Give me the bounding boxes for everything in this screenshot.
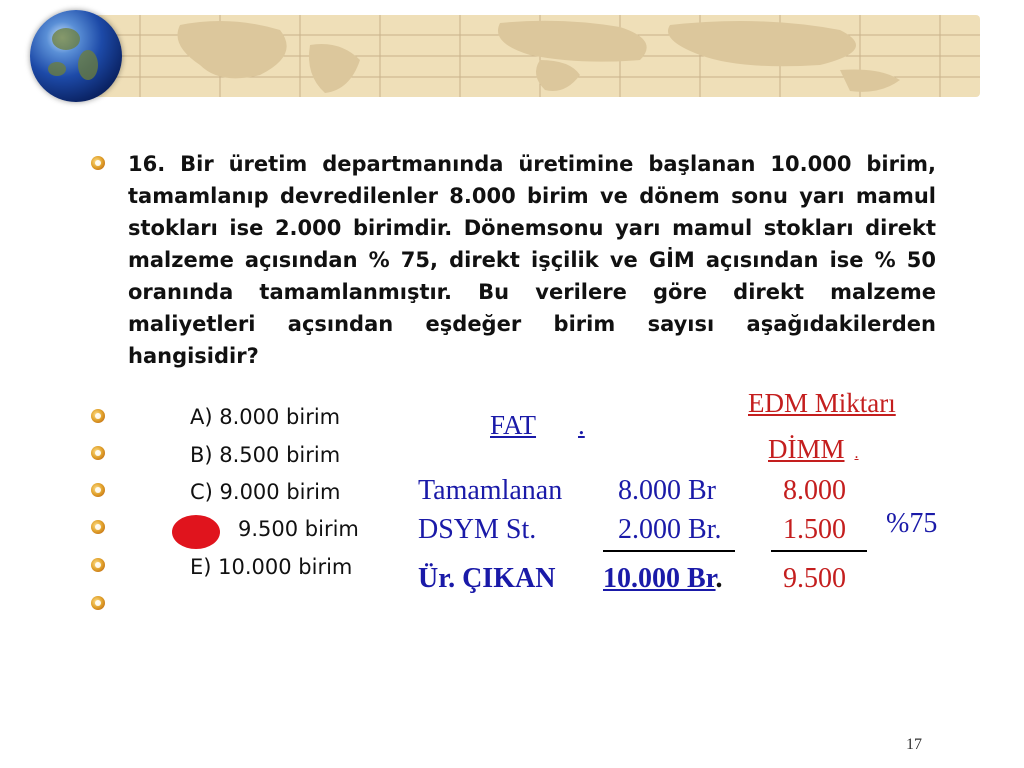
bullet-icon xyxy=(91,156,105,170)
fat-header-group xyxy=(440,410,593,441)
bullet-icon xyxy=(91,558,105,572)
option-d: 9.500 birim xyxy=(238,517,359,541)
fat-header: FAT xyxy=(490,410,537,440)
edm-header: EDM Miktarı xyxy=(748,388,896,418)
header-banner xyxy=(60,15,980,97)
row-label: Ür. ÇIKAN xyxy=(418,563,556,594)
row-edm: 8.000 xyxy=(783,475,846,506)
option-c: C) 9.000 birim xyxy=(190,480,341,504)
dimm-header-dot: . xyxy=(854,445,859,462)
bullet-icon xyxy=(91,483,105,497)
percent-label: %75 xyxy=(886,508,938,539)
row-qty-suffix: . xyxy=(715,563,723,594)
bullet-icon xyxy=(91,446,105,460)
globe-icon xyxy=(30,10,122,102)
row-edm: 1.500 xyxy=(783,514,846,545)
sum-line xyxy=(771,550,867,552)
bullet-icon xyxy=(91,520,105,534)
total-qty-group xyxy=(603,563,723,595)
option-a: A) 8.000 birim xyxy=(190,405,341,429)
option-e: E) 10.000 birim xyxy=(190,555,353,579)
world-map-decoration xyxy=(60,15,980,97)
answer-marker xyxy=(172,515,220,549)
question-text: 16. Bir üretim departmanında üretimine başlanan 10.000 birim, tamamlanıp devredilenler 8.000 birim ve dönem sonu yarı mamul stokları ise 2.000 birimdir. Dönemsonu yarı mamul stokları direkt malzeme açısından % 75, direkt işçilik ve GİM açısından ise % 50 oranında tamamlanmıştır. Bu verilere göre direkt malzeme maliyetleri açsından eşdeğer birim sayısı aşağıdakilerden hangisidir? xyxy=(128,152,936,368)
sum-line xyxy=(603,550,735,552)
row-qty: 10.000 Br xyxy=(603,563,716,594)
row-label: DSYM St. xyxy=(418,514,537,545)
row-edm: 9.500 xyxy=(783,563,846,594)
row-label: Tamamlanan xyxy=(418,475,563,506)
bullet-icon xyxy=(91,596,105,610)
option-b: B) 8.500 birim xyxy=(190,443,341,467)
dimm-header-group xyxy=(762,434,859,465)
fat-header-dot: . xyxy=(578,410,585,440)
row-qty: 2.000 Br. xyxy=(618,514,722,545)
bullet-icon xyxy=(91,409,105,423)
row-qty: 8.000 Br xyxy=(618,475,716,506)
dimm-header: DİMM xyxy=(768,434,845,464)
page-number: 17 xyxy=(906,736,922,753)
